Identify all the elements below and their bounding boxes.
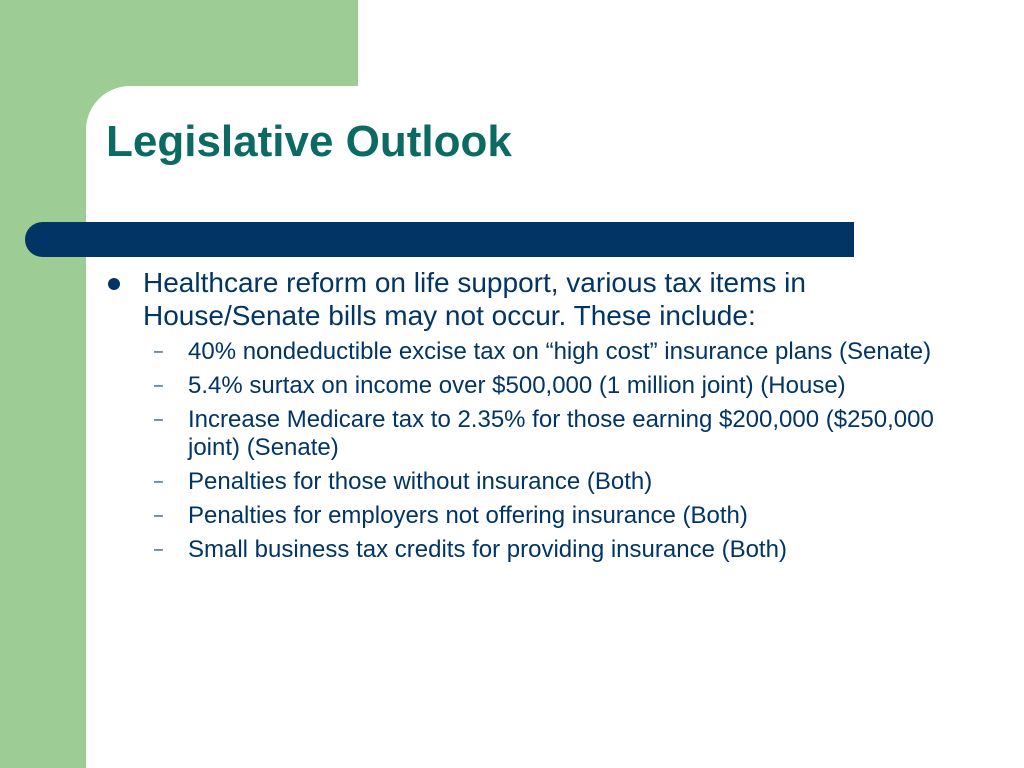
slide-body <box>104 266 974 570</box>
sub-bullet-item <box>104 536 948 564</box>
sub-bullet-item <box>104 372 948 400</box>
main-bullet <box>104 266 974 332</box>
sub-bullet-text: Penalties for employers not offering insurance (Both) <box>188 502 748 529</box>
sub-bullet-item <box>104 468 948 496</box>
title-divider-bar <box>25 222 854 257</box>
dash-icon: – <box>154 343 163 360</box>
sub-bullet-item <box>104 338 948 366</box>
main-bullet-text: Healthcare reform on life support, various tax items in House/Senate bills may not occur. These include: <box>143 267 806 331</box>
dash-icon: – <box>154 377 163 394</box>
dash-icon: – <box>154 411 163 428</box>
sub-bullet-text: Small business tax credits for providing insurance (Both) <box>188 536 787 563</box>
dash-icon: – <box>154 473 163 490</box>
sub-bullet-list <box>104 338 974 564</box>
dash-icon: – <box>154 541 163 558</box>
sub-bullet-item <box>104 406 948 462</box>
sub-bullet-text: 5.4% surtax on income over $500,000 (1 million joint) (House) <box>188 372 846 399</box>
dash-icon: – <box>154 507 163 524</box>
sub-bullet-item <box>104 502 948 530</box>
slide-title: Legislative Outlook <box>106 117 512 166</box>
bullet-dot-icon <box>108 278 120 290</box>
sub-bullet-text: Increase Medicare tax to 2.35% for those earning $200,000 ($250,000 joint) (Senate) <box>188 406 934 461</box>
sub-bullet-text: 40% nondeductible excise tax on “high cost” insurance plans (Senate) <box>188 338 932 365</box>
sub-bullet-text: Penalties for those without insurance (Both) <box>188 468 653 495</box>
